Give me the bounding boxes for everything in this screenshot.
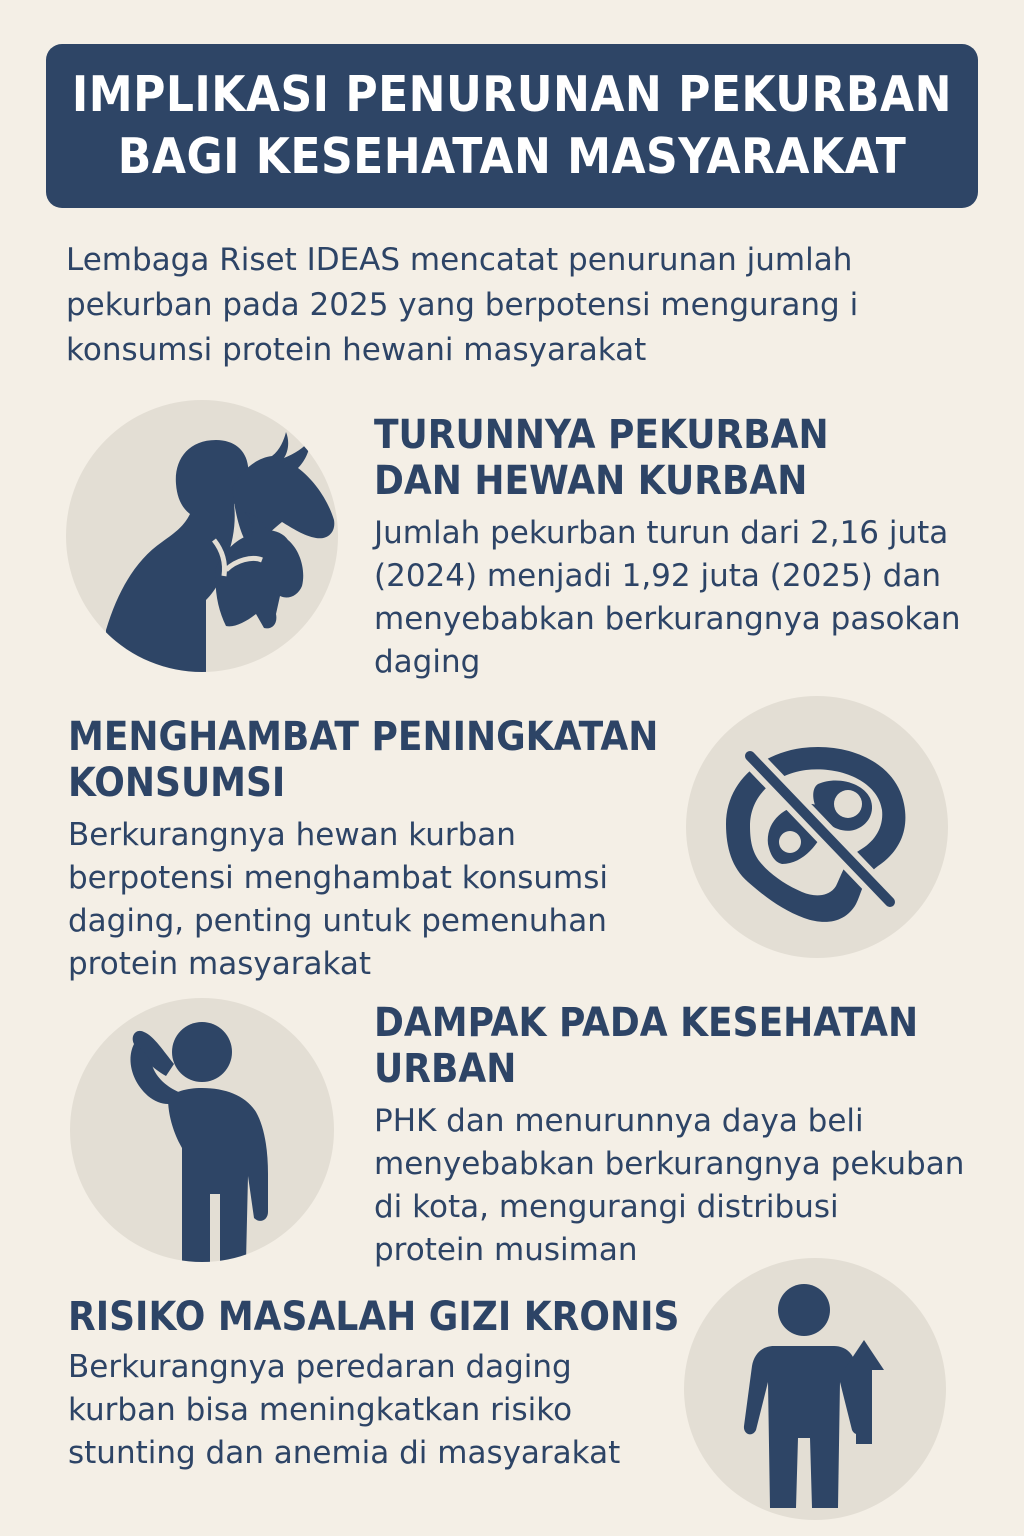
section-1-heading: TURUNNYA PEKURBAN DAN HEWAN KURBAN <box>374 412 829 504</box>
title-line-1: IMPLIKASI PENURUNAN PEKURBAN <box>71 66 953 123</box>
intro-line: konsumsi protein hewani masyarakat <box>66 332 647 368</box>
worried-person-icon <box>70 998 334 1262</box>
person-with-goats-icon <box>66 400 338 672</box>
section-2-body: Berkurangnya hewan kurban berpotensi menghambat konsumsi daging, penting untuk pemenuhan protein masyarakat <box>68 817 608 982</box>
intro-line: pekurban pada 2025 yang berpotensi mengurang i <box>66 287 859 323</box>
section-3-icon-circle <box>70 998 334 1262</box>
section-4-body: Berkurangnya peredaran daging kurban bisa meningkatkan risiko stunting dan anemia di masyarakat <box>68 1349 621 1471</box>
child-growth-arrow-icon <box>684 1258 946 1520</box>
title-line-2: BAGI KESEHATAN MASYARAKAT <box>117 128 907 185</box>
section-1-body: Jumlah pekurban turun dari 2,16 juta (2024) menjadi 1,92 juta (2025) dan menyebabkan berkurangnya pasokan daging <box>374 515 961 680</box>
intro-line: Lembaga Riset IDEAS mencatat penurunan jumlah <box>66 242 853 278</box>
title-banner <box>46 44 978 208</box>
section-4-icon-circle <box>684 1258 946 1520</box>
section-2-heading: MENGHAMBAT PENINGKATAN KONSUMSI <box>68 714 659 806</box>
section-2-icon-circle <box>686 696 948 958</box>
intro-paragraph <box>66 238 966 373</box>
section-4-heading: RISIKO MASALAH GIZI KRONIS <box>68 1294 680 1340</box>
section-3-body: PHK dan menurunnya daya beli menyebabkan berkurangnya pekuban di kota, mengurangi distribusi protein musiman <box>374 1103 965 1268</box>
section-1-icon-circle <box>66 400 338 672</box>
section-3-heading: DAMPAK PADA KESEHATAN URBAN <box>374 1000 919 1092</box>
no-meat-icon <box>686 696 948 958</box>
